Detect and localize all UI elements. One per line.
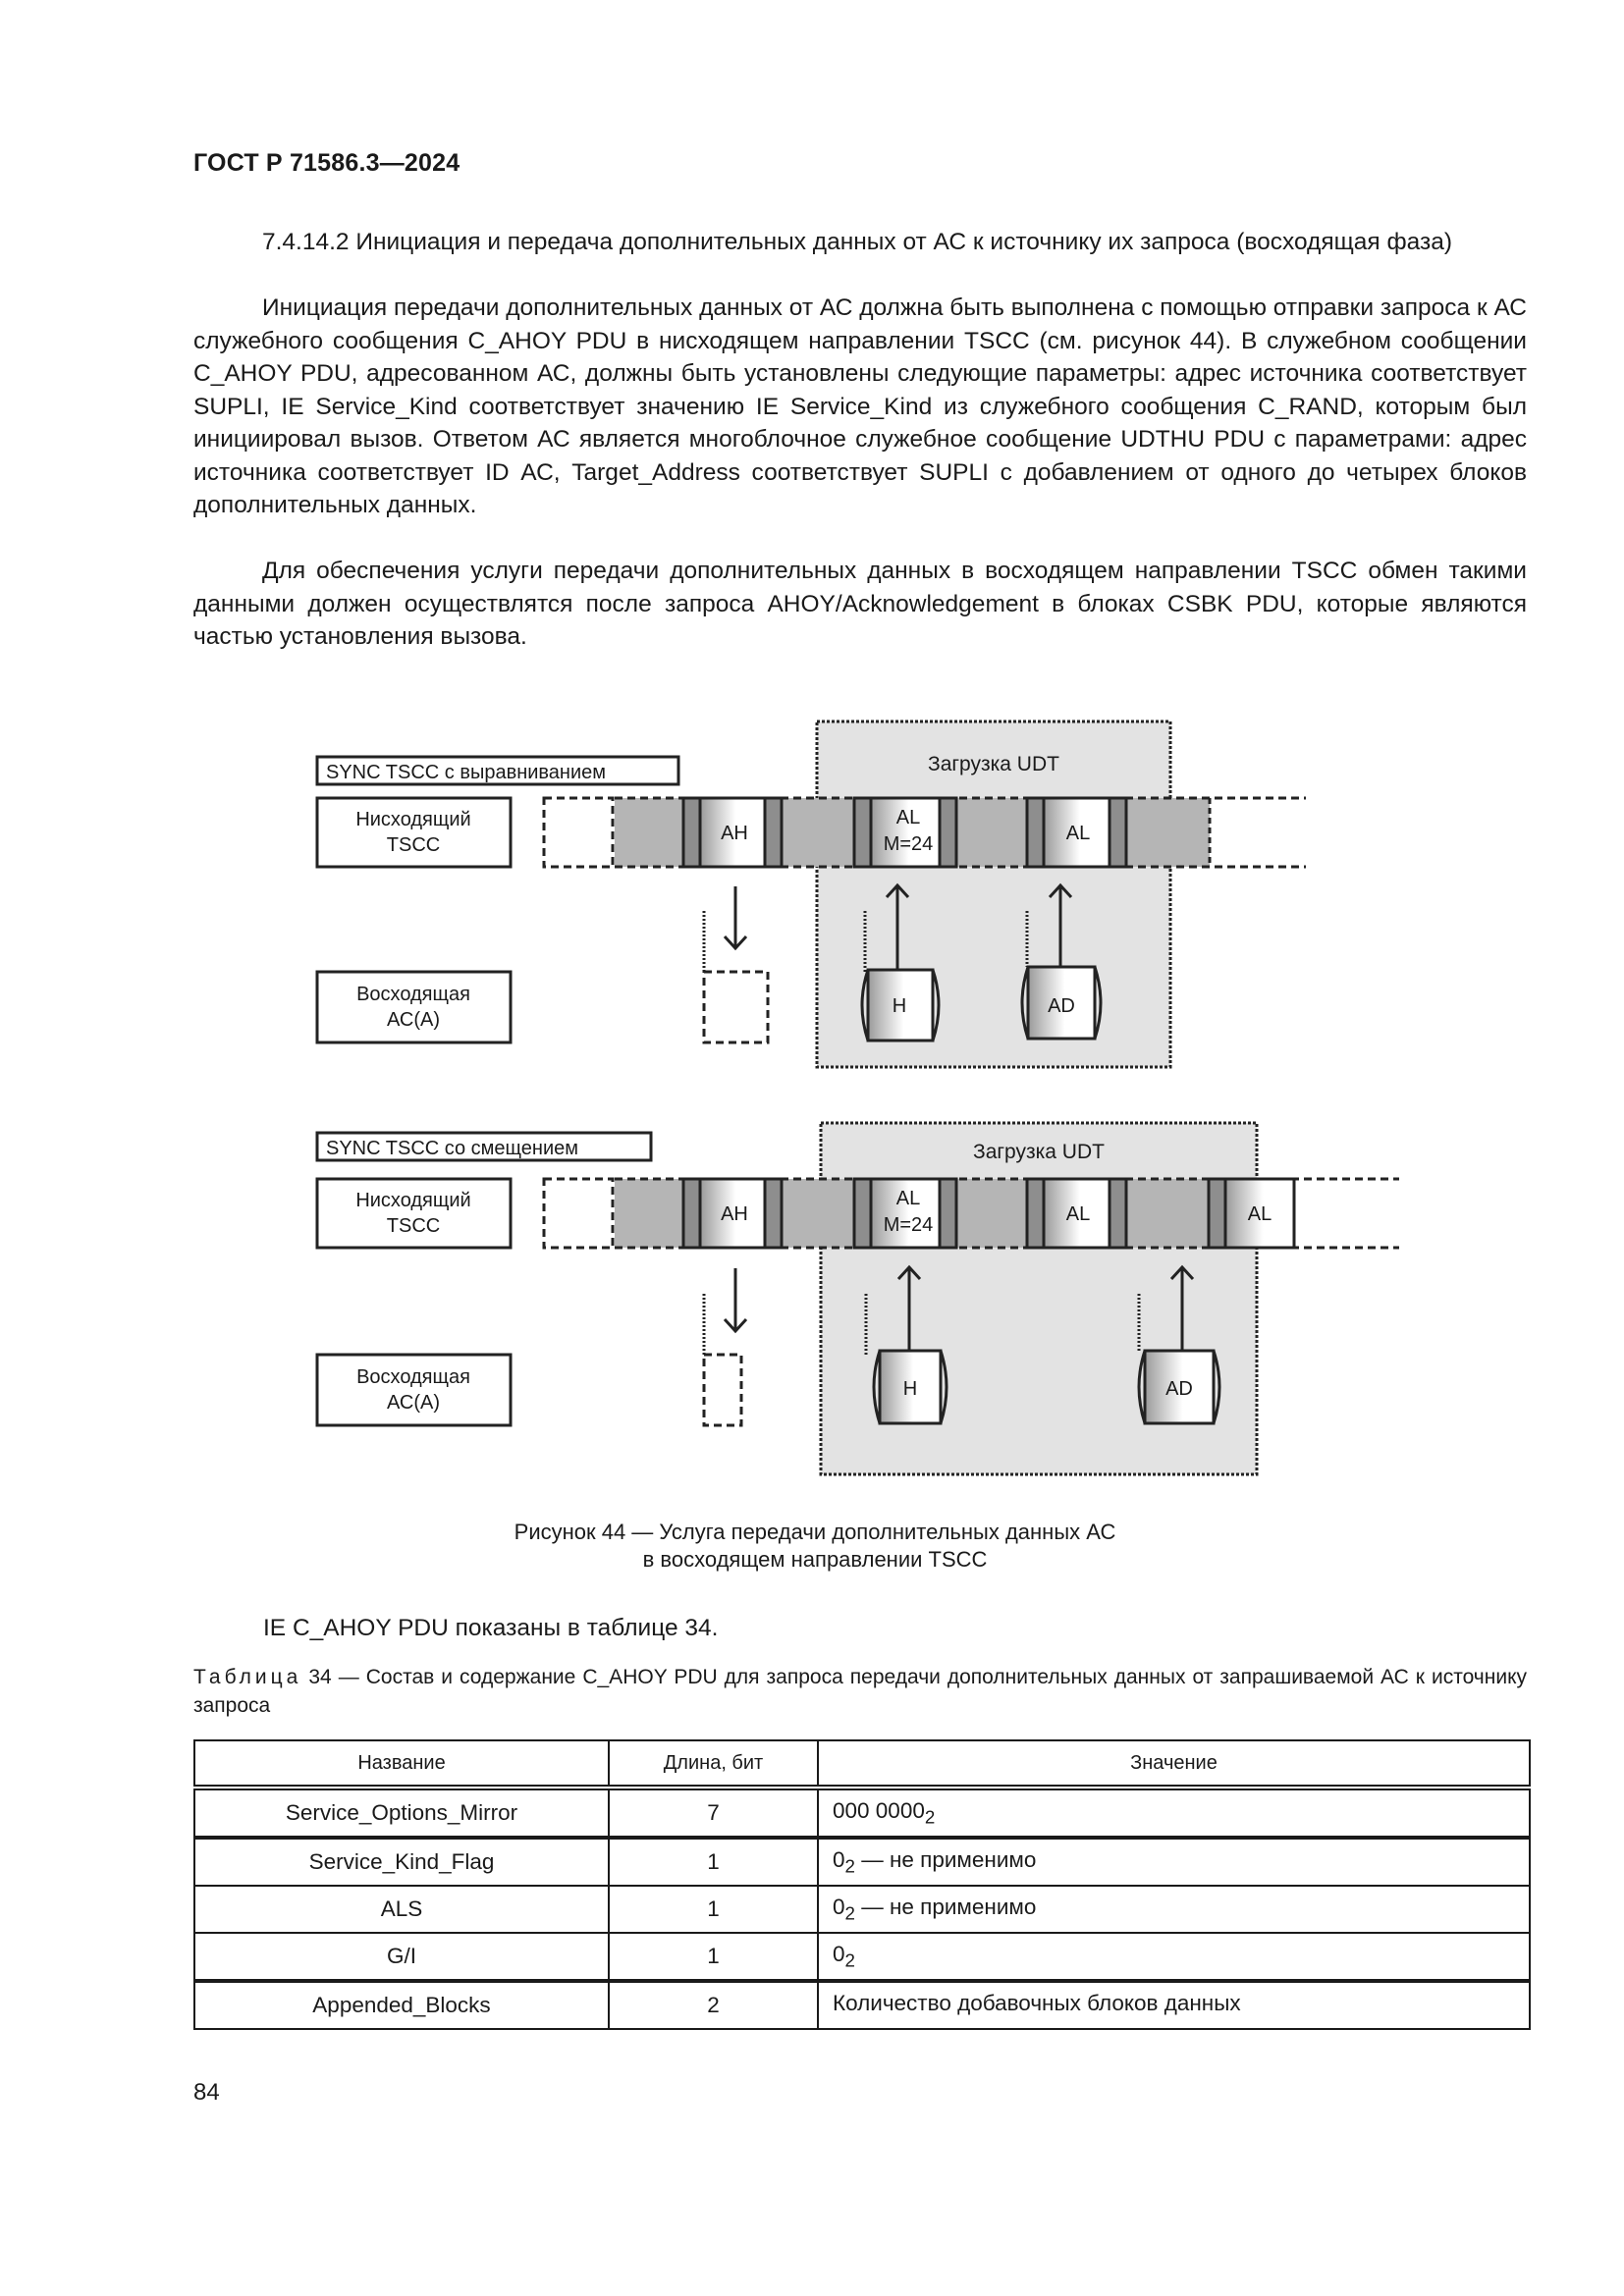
column-header-length: Длина, бит [609, 1740, 818, 1788]
table-caption [193, 1663, 1527, 1720]
document-header: ГОСТ Р 71586.3—2024 [193, 149, 460, 177]
diagram-title: SYNC TSCC со смещением [326, 1138, 578, 1159]
cell-value [818, 1981, 1530, 2029]
downlink-label-line2: TSCC [386, 834, 441, 856]
cell-value [818, 1838, 1530, 1886]
diagram-title: SYNC TSCC с выравниванием [326, 762, 607, 783]
cell-name: Appended_Blocks [194, 1981, 609, 2029]
cell-value-rest: — не применимо [854, 1894, 1037, 1919]
cell-value [818, 1933, 1530, 1981]
cell-value-main: 0 [833, 1941, 845, 1966]
cell-length: 1 [609, 1886, 818, 1933]
uplink-block-h-label: H [902, 1378, 918, 1400]
cell-value-subscript: 2 [924, 1806, 936, 1828]
body-paragraph-1: Инициация передачи дополнительных данных от АС должна быть выполнена с помощью отправки запроса к АС служебного сообщения C_AHOY PDU в нисходящем направлении TSCC (см. рисунок 44). В служебном сообщении C_AHOY PDU, адресованном АС, должны быть установлены следующие параметры: адрес источника соответствует SUPLI, IE Service_Kind соответствует значению IE Service_Kind из служебного сообщения C_RAND, которым был инициировал вызов. Ответом АС является многоблочное служебное сообщение UDTHU PDU с параметрами: адрес источника соответствует ID АС, Target_Address соответствует SUPLI с добавлением от одного до четырех блоков дополнительных данных. [193, 294, 1527, 518]
figure-caption-line2: в восходящем направлении TSCC [642, 1547, 988, 1572]
cell-value-subscript: 2 [844, 1949, 855, 1971]
uplink-label-line1: Восходящая [356, 984, 470, 1005]
cell-value-main: 0 [833, 1894, 845, 1919]
block-ah-label: AH [721, 1203, 748, 1225]
empty-slot [544, 798, 613, 867]
table-intro-text: IE C_AHOY PDU показаны в таблице 34. [263, 1615, 719, 1641]
uplink-empty-slot [704, 1355, 741, 1425]
cell-value-main: Количество добавочных блоков данных [833, 1990, 1241, 2015]
table-row [194, 1886, 1530, 1933]
downlink-label-line1: Нисходящий [355, 809, 471, 830]
cell-length: 7 [609, 1788, 818, 1838]
column-header-value: Значение [818, 1740, 1530, 1788]
column-header-name: Название [194, 1740, 609, 1788]
uplink-block-ad-label: AD [1048, 995, 1075, 1017]
table-row [194, 1933, 1530, 1981]
table-caption-prefix: Таблица [193, 1666, 302, 1688]
uplink-block-h-label: H [892, 995, 907, 1017]
table-caption-text: 34 — Состав и содержание C_AHOY PDU для запроса передачи дополнительных данных от запрашиваемой АС к источнику запроса [193, 1666, 1527, 1717]
block-al-label: AL [895, 1188, 921, 1209]
cell-name: G/I [194, 1933, 609, 1981]
uplink-empty-slot [704, 972, 768, 1042]
block-m24-label: M=24 [883, 833, 934, 855]
cell-value-subscript: 2 [844, 1855, 855, 1877]
figure-caption-line1: Рисунок 44 — Услуга передачи дополнительных данных АС [514, 1520, 1116, 1544]
body-paragraph-2: Для обеспечения услуги передачи дополнительных данных в восходящем направлении TSCC обмен такими данными должен осуществлятся после запроса AHOY/Acknowledgement в блоках CSBK PDU, которые являются частью установления вызова. [193, 558, 1527, 650]
cell-value-main: 000 0000 [833, 1797, 925, 1823]
cell-value [818, 1788, 1530, 1838]
block-ah-label: AH [721, 823, 748, 844]
table-header-row [194, 1740, 1530, 1788]
udt-load-label: Загрузка UDT [928, 753, 1059, 775]
uplink-label-line2: АС(А) [386, 1009, 441, 1031]
diagram-offset [317, 1123, 1399, 1474]
cell-name: Service_Kind_Flag [194, 1838, 609, 1886]
block-al-label-2: AL [1065, 823, 1091, 844]
uplink-block-ad-label: AD [1165, 1378, 1193, 1400]
uplink-label-line2: АС(А) [386, 1392, 441, 1414]
block-m24-label: M=24 [883, 1214, 934, 1236]
downlink-label-line1: Нисходящий [355, 1190, 471, 1211]
cell-length: 1 [609, 1838, 818, 1886]
section-heading-paragraph: 7.4.14.2 Инициация и передача дополнительных данных от АС к источнику их запроса (восходящая фаза) [262, 229, 1452, 255]
uplink-label-box [317, 1355, 511, 1425]
empty-slot [544, 1179, 613, 1248]
table-row [194, 1981, 1530, 2029]
downlink-label-line2: TSCC [386, 1215, 441, 1237]
block-al-label: AL [895, 807, 921, 828]
cell-value-main: 0 [833, 1846, 845, 1872]
udt-load-label: Загрузка UDT [973, 1141, 1105, 1163]
table-row [194, 1788, 1530, 1838]
uplink-label-box [317, 972, 511, 1042]
cell-value-rest: — не применимо [854, 1846, 1037, 1872]
cell-value [818, 1886, 1530, 1933]
cell-length: 2 [609, 1981, 818, 2029]
figure-caption [393, 1519, 1237, 1574]
block-al-label-2: AL [1065, 1203, 1091, 1225]
cell-name: ALS [194, 1886, 609, 1933]
cell-name: Service_Options_Mirror [194, 1788, 609, 1838]
page-number: 84 [193, 2079, 220, 2106]
diagram-aligned [317, 721, 1306, 1067]
cell-length: 1 [609, 1933, 818, 1981]
uplink-label-line1: Восходящая [356, 1366, 470, 1388]
c-ahoy-pdu-table [193, 1739, 1531, 2030]
table-row [194, 1838, 1530, 1886]
cell-value-subscript: 2 [844, 1902, 855, 1924]
block-al-label-3: AL [1247, 1203, 1272, 1225]
